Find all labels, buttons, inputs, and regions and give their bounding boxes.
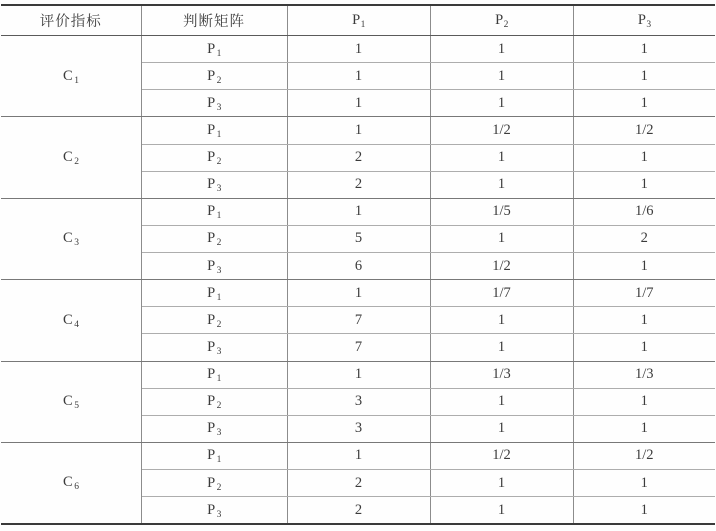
matrix-row-label: $P_2$	[141, 144, 287, 171]
matrix-value: 1	[287, 280, 430, 307]
criterion-label-c4: $C_4$	[1, 280, 141, 361]
header-p1-base: P	[352, 12, 361, 28]
header-p2-subscript: 2	[503, 20, 509, 30]
matrix-value: 5	[287, 225, 430, 252]
header-judgment-matrix: 判断矩阵	[141, 5, 287, 36]
matrix-row-label: $P_2$	[141, 225, 287, 252]
matrix-value: 1/2	[430, 117, 573, 144]
criterion-label-c6: $C_6$	[1, 442, 141, 524]
matrix-row-label: $P_1$	[141, 280, 287, 307]
matrix-value: 1	[430, 36, 573, 63]
matrix-value: 1/7	[573, 280, 715, 307]
table-row	[1, 36, 715, 63]
matrix-row-label: $P_1$	[141, 361, 287, 388]
matrix-value: 1/5	[430, 198, 573, 225]
matrix-value: 1	[430, 307, 573, 334]
matrix-value: 2	[573, 225, 715, 252]
matrix-value: 1	[287, 90, 430, 117]
matrix-row-label: $P_2$	[141, 388, 287, 415]
header-p3-subscript: 3	[646, 20, 652, 30]
matrix-value: 1/2	[573, 442, 715, 469]
matrix-value: 1	[287, 361, 430, 388]
matrix-row-label: $P_2$	[141, 63, 287, 90]
matrix-row-label: $P_3$	[141, 171, 287, 198]
matrix-value: 2	[287, 497, 430, 524]
matrix-value: 1/2	[573, 117, 715, 144]
matrix-value: 1	[573, 253, 715, 280]
matrix-value: 1	[573, 388, 715, 415]
matrix-value: 2	[287, 144, 430, 171]
matrix-value: 1	[430, 470, 573, 497]
header-p1	[287, 5, 430, 36]
matrix-row-label: $P_3$	[141, 253, 287, 280]
matrix-value: 1	[573, 90, 715, 117]
criterion-label-c5: $C_5$	[1, 361, 141, 442]
matrix-row-label: $P_1$	[141, 198, 287, 225]
table-row	[1, 198, 715, 225]
table-row	[1, 117, 715, 144]
header-p2-base: P	[495, 12, 504, 28]
matrix-value: 3	[287, 415, 430, 442]
header-p3-base: P	[637, 12, 646, 28]
matrix-value: 1/6	[573, 198, 715, 225]
matrix-row-label: $P_3$	[141, 90, 287, 117]
table-body	[1, 36, 715, 525]
matrix-value: 1	[573, 470, 715, 497]
matrix-value: 1	[287, 36, 430, 63]
matrix-value: 1	[287, 63, 430, 90]
matrix-row-label: $P_3$	[141, 497, 287, 524]
matrix-value: 1	[287, 117, 430, 144]
matrix-value: 1	[573, 171, 715, 198]
matrix-value: 1	[430, 388, 573, 415]
matrix-value: 6	[287, 253, 430, 280]
table-row	[1, 442, 715, 469]
matrix-row-label: $P_1$	[141, 117, 287, 144]
matrix-value: 1	[430, 171, 573, 198]
matrix-value: 7	[287, 334, 430, 361]
matrix-value: 1/3	[430, 361, 573, 388]
matrix-value: 1/2	[430, 253, 573, 280]
matrix-value: 1	[430, 497, 573, 524]
matrix-row-label: $P_3$	[141, 334, 287, 361]
matrix-value: 1/7	[430, 280, 573, 307]
matrix-value: 1	[430, 415, 573, 442]
matrix-value: 1/3	[573, 361, 715, 388]
matrix-value: 1	[287, 442, 430, 469]
matrix-value: 1	[573, 415, 715, 442]
matrix-value: 1	[430, 63, 573, 90]
matrix-row-label: $P_1$	[141, 442, 287, 469]
criterion-label-c3: $C_3$	[1, 198, 141, 279]
matrix-value: 1	[573, 36, 715, 63]
matrix-value: 1	[573, 334, 715, 361]
matrix-value: 1	[573, 144, 715, 171]
header-p3	[573, 5, 715, 36]
matrix-value: 1	[430, 144, 573, 171]
criterion-label-c2: $C_2$	[1, 117, 141, 198]
matrix-value: 1/2	[430, 442, 573, 469]
matrix-row-label: $P_2$	[141, 470, 287, 497]
matrix-row-label: $P_3$	[141, 415, 287, 442]
matrix-value: 1	[640, 501, 648, 518]
matrix-row-label: $P_1$	[141, 36, 287, 63]
matrix-value: 2	[287, 171, 430, 198]
table-header	[1, 5, 715, 36]
header-evaluation-index: 评价指标	[1, 5, 141, 36]
matrix-row-label: $P_2$	[141, 307, 287, 334]
matrix-value: 1	[430, 334, 573, 361]
table-row	[1, 280, 715, 307]
matrix-value: 1	[430, 225, 573, 252]
header-p1-subscript: 1	[360, 20, 366, 30]
header-row	[1, 5, 715, 36]
matrix-value: 1	[573, 307, 715, 334]
judgment-matrix-table	[1, 4, 715, 525]
matrix-value: 3	[287, 388, 430, 415]
header-p2	[430, 5, 573, 36]
matrix-value: 2	[287, 470, 430, 497]
matrix-value: 1	[573, 63, 715, 90]
matrix-value: 1	[430, 90, 573, 117]
matrix-value: 1	[287, 198, 430, 225]
matrix-value: 7	[287, 307, 430, 334]
criterion-label-c1: $C_1$	[1, 36, 141, 117]
table-row	[1, 361, 715, 388]
